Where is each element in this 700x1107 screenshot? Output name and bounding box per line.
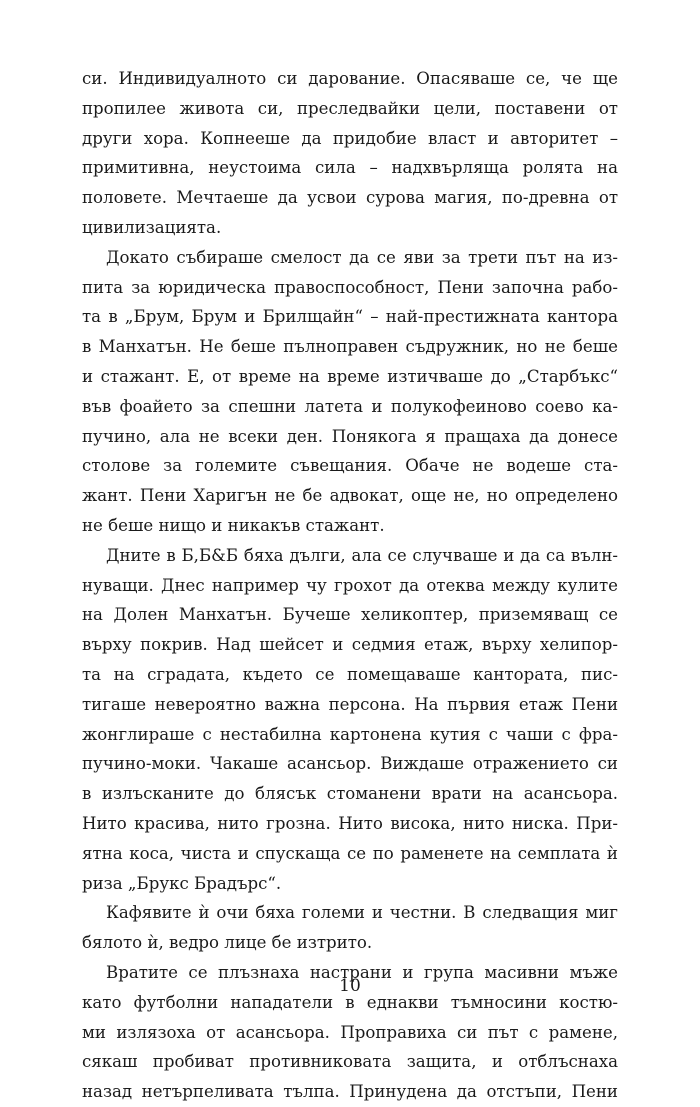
text-line: Нито красива, нито грозна. Нито висока, нито ниска. При- — [82, 813, 618, 833]
text-line: не беше нищо и никакъв стажант. — [82, 515, 385, 535]
text-line: половете. Мечтаеше да усвои сурова магия, по-древна от — [82, 188, 618, 208]
text-line: примитивна, неустоима сила – надхвърляща ролята на — [82, 158, 618, 178]
page-number: 10 — [339, 976, 361, 996]
text-line: пучино-моки. Чакаше асансьор. Виждаше отражението си — [82, 754, 618, 774]
text-line: Дните в Б,Б&Б бяха дълги, ала се случваше и да са вълн- — [106, 545, 618, 565]
text-line: в Манхатън. Не беше пълноправен съдружник, но не беше — [82, 337, 618, 357]
text-line: сякаш пробиват противниковата защита, и отблъснаха — [82, 1052, 618, 1072]
text-line: Докато събираше смелост да се яви за трети път на из- — [106, 247, 618, 267]
text-line: жант. Пени Харигън не бе адвокат, още не, но определено — [82, 486, 618, 506]
text-line: Вратите се плъзнаха настрани и група масивни мъже — [106, 962, 618, 982]
text-line: столове за големите съвещания. Обаче не водеше ста- — [82, 456, 618, 476]
text-line: Кафявите ѝ очи бяха големи и честни. В следващия миг — [106, 903, 618, 923]
text-line: бялото ѝ, ведро лице бе изтрито. — [82, 933, 373, 953]
text-line: риза „Брукс Брадърс“. — [82, 873, 282, 893]
text-line: във фоайето за спешни латета и полукофеиново соево ка- — [82, 396, 618, 416]
text-line: назад нетърпеливата тълпа. Принудена да отстъпи, Пени — [82, 1082, 618, 1102]
body-text — [82, 64, 618, 1107]
text-line: та на сградата, където се помещаваше кантората, пис- — [82, 664, 618, 684]
text-line: си. Индивидуалното си дарование. Опасяваше се, че ще — [82, 69, 618, 88]
text-line: пучино, ала не всеки ден. Понякога я пращаха да донесе — [82, 426, 618, 446]
text-line: ятна коса, чиста и спускаща се по раменете на семплата ѝ — [82, 843, 618, 863]
text-line: като футболни нападатели в еднакви тъмносини костю- — [82, 992, 618, 1012]
text-line: пропилее живота си, преследвайки цели, поставени от — [82, 98, 618, 118]
text-line: тигаше невероятно важна персона. На първия етаж Пени — [82, 694, 618, 714]
text-line: цивилизацията. — [82, 217, 222, 237]
text-line: жонглираше с нестабилна картонена кутия с чаши с фра- — [82, 724, 618, 744]
text-line: та в „Брум, Брум и Брилщайн“ – най-престижната кантора — [82, 307, 618, 327]
text-line: на Долен Манхатън. Бучеше хеликоптер, приземяващ се — [82, 605, 618, 625]
text-line: върху покрив. Над шейсет и седмия етаж, върху хелипор- — [82, 635, 618, 655]
text-line: пита за юридическа правоспособност, Пени започна рабо- — [82, 277, 618, 297]
text-line: в излъсканите до блясък стоманени врати на асансьора. — [82, 784, 618, 804]
text-line: и стажант. Е, от време на време изтичваше до „Старбъкс“ — [82, 366, 618, 386]
text-line: ми излязоха от асансьора. Проправиха си път с рамене, — [82, 1022, 618, 1042]
text-line: нуващи. Днес например чу грохот да отеква между кулите — [82, 575, 618, 595]
text-line: други хора. Копнееше да придобие власт и авторитет – — [82, 128, 618, 148]
